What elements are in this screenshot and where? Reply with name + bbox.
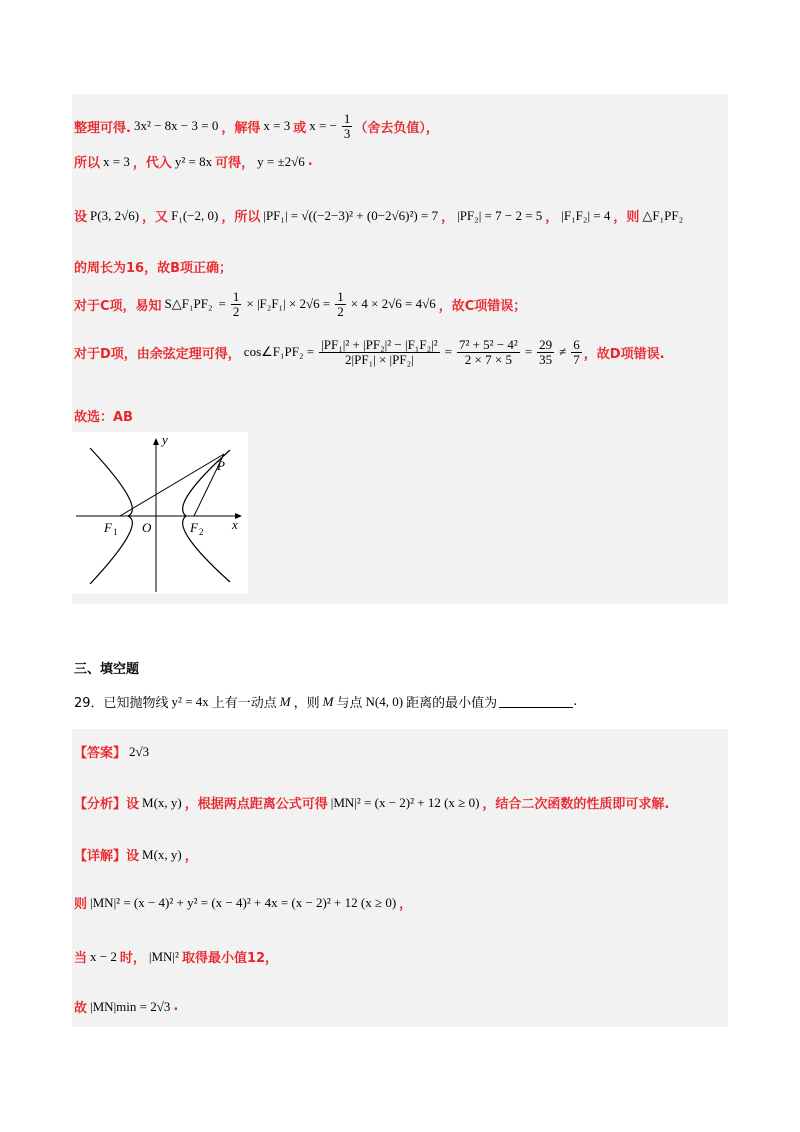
solution-line-7 bbox=[74, 406, 133, 425]
text: ， bbox=[545, 210, 559, 225]
math-point-n: N(4, 0) bbox=[365, 693, 404, 709]
detail-line-4 bbox=[74, 997, 178, 1016]
answer-line bbox=[74, 742, 152, 761]
detail-line-1 bbox=[74, 845, 198, 864]
label-p: P bbox=[217, 458, 225, 473]
math-m-point: M(x, y) bbox=[142, 794, 182, 810]
text: 则 bbox=[74, 897, 88, 912]
text: 或 bbox=[293, 120, 307, 136]
solution-line-2 bbox=[74, 152, 313, 171]
math-condition: x − 2 bbox=[90, 948, 117, 964]
math-derivation: |MN|² = (x − 4)² + y² = (x − 4)² + 4x = (x − 2)² + 12 (x ≥ 0) bbox=[90, 894, 397, 910]
math-m: M bbox=[279, 693, 291, 709]
numerator: 6 bbox=[573, 337, 580, 352]
segment-f1-p bbox=[120, 454, 224, 516]
answer-blank bbox=[499, 695, 573, 708]
math-fraction bbox=[537, 338, 554, 366]
analysis-label: 【分析】设 bbox=[74, 797, 140, 812]
math-parabola: y² = 8x bbox=[174, 153, 213, 169]
math-point-p: P(3, 2√6) bbox=[90, 207, 140, 223]
text: 故 bbox=[74, 1001, 88, 1016]
label-x: x bbox=[232, 517, 238, 532]
math-equation: 3x² − 8x − 3 = 0 bbox=[133, 118, 219, 134]
denominator: 7 bbox=[573, 351, 580, 367]
text: 对于D项，由余弦定理可得， bbox=[74, 346, 241, 362]
math-equals: = bbox=[218, 296, 226, 312]
denominator: 2 bbox=[337, 303, 344, 319]
math-x: x = 3 bbox=[263, 118, 291, 134]
answer-choice: 故选：AB bbox=[74, 410, 133, 425]
label-f2: F bbox=[190, 520, 198, 535]
numerator: 1 bbox=[232, 289, 240, 304]
question-text: ，则 bbox=[293, 696, 320, 711]
math-pf1: |PF₁| = √((−2−3)² + (0−2√6)²) = 7 bbox=[263, 207, 439, 223]
math-product: × |F₂F₁| × 2√6 = bbox=[246, 296, 331, 312]
math-m: M bbox=[322, 693, 334, 709]
label-y: y bbox=[162, 432, 168, 447]
text: ， bbox=[184, 849, 198, 864]
denominator: 2 × 7 × 5 bbox=[464, 351, 512, 367]
solution-panel-q29 bbox=[72, 729, 728, 1027]
math-fraction bbox=[335, 290, 346, 318]
text: ，又 bbox=[142, 210, 169, 225]
text: ，代入 bbox=[132, 156, 172, 171]
label-f2-sub: 2 bbox=[199, 527, 204, 537]
denominator: 2 bbox=[232, 303, 240, 319]
section-heading: 三、填空题 bbox=[74, 662, 140, 677]
numerator: 1 bbox=[337, 289, 344, 304]
text: ，故D项错误. bbox=[583, 346, 665, 362]
text: ，故C项错误； bbox=[438, 298, 527, 314]
text: ，解得 bbox=[221, 120, 261, 136]
question-text: 29．已知抛物线 bbox=[74, 696, 169, 711]
detail-line-2 bbox=[74, 893, 412, 912]
numerator: |PF₁|² + |PF₂|² − |F₁F₂|² bbox=[321, 337, 438, 352]
solution-line-5 bbox=[74, 290, 526, 318]
math-area: S△F₁PF₂ bbox=[164, 296, 213, 312]
math-y: y = ±2√6 bbox=[257, 153, 305, 169]
text: 设 bbox=[74, 210, 88, 225]
text: ，所以 bbox=[221, 210, 261, 225]
solution-line-3 bbox=[74, 206, 686, 225]
denominator: 2|PF₁| × |PF₂| bbox=[345, 351, 414, 367]
label-f1-sub: 1 bbox=[113, 527, 118, 537]
y-axis-arrow bbox=[153, 438, 159, 445]
text: （舍去负值）， bbox=[354, 120, 439, 136]
math-triangle: △F₁PF₂ bbox=[642, 207, 684, 223]
text: ， bbox=[441, 210, 455, 225]
label-o: O bbox=[142, 520, 152, 535]
question-text: 与点 bbox=[336, 696, 363, 711]
math-fraction bbox=[342, 112, 353, 140]
math-x: x = 3 bbox=[103, 153, 130, 169]
text: 对于C项，易知 bbox=[74, 298, 162, 314]
text: ， bbox=[399, 897, 413, 912]
text: . bbox=[307, 154, 313, 169]
solution-line-6: 对于D项，由余弦定理可得， cos∠F₁PF₂ = $\frac{\text{|PF₁|² + |PF₂|² − |F₁F₂|²}}{\text{2|PF₁| × |PF₂|}}$ = $\frac{\text{7² + 5² − 4²}}{2 \times 7 \times 5}$ = $\frac{29}{35}$ ≠ $\frac{6}{7}$ ，故D项错误. bbox=[74, 337, 665, 367]
text: . bbox=[173, 999, 179, 1014]
detail-label: 【详解】设 bbox=[74, 849, 140, 864]
text: 时， bbox=[119, 951, 146, 966]
text: ，则 bbox=[613, 210, 640, 225]
text: ，根据两点距离公式可得 bbox=[184, 797, 328, 812]
text: 整理可得. bbox=[74, 120, 131, 136]
math-min: |MN|min = 2√3 bbox=[90, 998, 171, 1014]
detail-line-3 bbox=[74, 947, 278, 966]
solution-line-1 bbox=[74, 112, 439, 140]
numerator: 1 bbox=[343, 111, 351, 126]
text: 当 bbox=[74, 951, 88, 966]
math-negative: x = − bbox=[309, 118, 337, 134]
denominator: 3 bbox=[343, 125, 351, 141]
text: 可得， bbox=[215, 156, 255, 171]
text: 所以 bbox=[74, 156, 101, 171]
answer-value: 2√3 bbox=[129, 743, 150, 759]
solution-line-4 bbox=[74, 257, 232, 276]
question-29 bbox=[74, 692, 577, 711]
question-text: . bbox=[573, 694, 578, 709]
numerator: 7² + 5² − 4² bbox=[458, 337, 518, 352]
numerator: 29 bbox=[539, 337, 553, 352]
hyperbola-svg bbox=[72, 432, 248, 594]
math-not-equal: ≠ bbox=[559, 344, 567, 360]
text: 的周长为16，故B项正确； bbox=[74, 261, 232, 276]
math-distance: |MN|² = (x − 2)² + 12 (x ≥ 0) bbox=[330, 794, 480, 810]
math-parabola: y² = 4x bbox=[171, 693, 209, 709]
math-point-f1: F₁(−2, 0) bbox=[171, 207, 219, 223]
question-text: 上有一动点 bbox=[211, 696, 277, 711]
math-fraction bbox=[231, 290, 242, 318]
math-cos: cos∠F₁PF₂ = bbox=[243, 344, 315, 360]
math-mn: |MN|² bbox=[148, 948, 179, 964]
math-fraction bbox=[319, 338, 439, 366]
math-fraction bbox=[571, 338, 582, 366]
hyperbola-figure bbox=[72, 432, 248, 594]
math-result: × 4 × 2√6 = 4√6 bbox=[350, 296, 436, 312]
text: ，结合二次函数的性质即可求解. bbox=[482, 797, 670, 812]
math-fraction bbox=[457, 338, 520, 366]
answer-label: 【答案】 bbox=[74, 746, 127, 761]
denominator: 35 bbox=[539, 351, 553, 367]
label-f1: F bbox=[104, 520, 112, 535]
math-m-point: M(x, y) bbox=[142, 846, 182, 862]
analysis-line bbox=[74, 793, 669, 812]
math-f1f2: |F₁F₂| = 4 bbox=[561, 207, 611, 223]
question-text: 距离的最小值为 bbox=[406, 696, 498, 711]
math-pf2: |PF₂| = 7 − 2 = 5 bbox=[457, 207, 543, 223]
text: 取得最小值12， bbox=[181, 951, 279, 966]
